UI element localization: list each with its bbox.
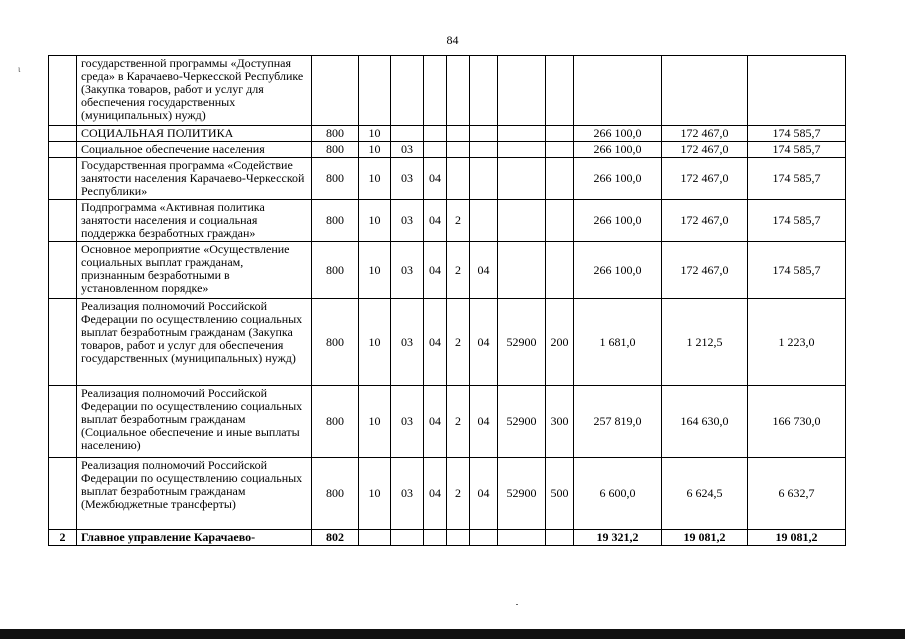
cell-c3: 04 (470, 242, 498, 299)
budget-table (48, 55, 846, 546)
cell-vr (546, 142, 574, 158)
cell-y1: 266 100,0 (574, 142, 662, 158)
cell-y1: 266 100,0 (574, 242, 662, 299)
cell-c2: 2 (447, 242, 470, 299)
cell-rz: 10 (359, 126, 391, 142)
cell-c2: 2 (447, 386, 470, 458)
cell-vr: 200 (546, 299, 574, 386)
cell-vr (546, 56, 574, 126)
cell-vr: 500 (546, 458, 574, 530)
cell-pr: 03 (391, 158, 424, 200)
cell-ved: 800 (312, 299, 359, 386)
cell-c2: 2 (447, 299, 470, 386)
cell-c4 (498, 242, 546, 299)
cell-name: Основное мероприятие «Осуществление социальных выплат гражданам, признанным безработными в установленном порядке» (77, 242, 312, 299)
cell-name: Реализация полномочий Российской Федерации по осуществлению социальных выплат безработным гражданам (Межбюджетные трансферты) (77, 458, 312, 530)
cell-c3: 04 (470, 299, 498, 386)
cell-c3: 04 (470, 386, 498, 458)
cell-pr (391, 126, 424, 142)
cell-y2: 172 467,0 (662, 200, 748, 242)
cell-no (49, 386, 77, 458)
cell-c3 (470, 530, 498, 546)
cell-c1: 04 (424, 458, 447, 530)
cell-c2 (447, 56, 470, 126)
cell-no (49, 158, 77, 200)
cell-y3 (748, 56, 846, 126)
cell-name: Главное управление Карачаево- (77, 530, 312, 546)
cell-rz (359, 530, 391, 546)
cell-c2: 2 (447, 458, 470, 530)
cell-c3 (470, 126, 498, 142)
cell-y2: 172 467,0 (662, 158, 748, 200)
cell-name: Государственная программа «Содействие занятости населения Карачаево-Черкесской Республики» (77, 158, 312, 200)
cell-c4 (498, 56, 546, 126)
table-row (49, 158, 846, 200)
page-number: 84 (446, 33, 459, 47)
cell-y1: 19 321,2 (574, 530, 662, 546)
cell-c4 (498, 530, 546, 546)
cell-vr (546, 242, 574, 299)
cell-ved (312, 56, 359, 126)
cell-c1: 04 (424, 242, 447, 299)
cell-ved: 800 (312, 142, 359, 158)
cell-no (49, 458, 77, 530)
cell-no (49, 242, 77, 299)
cell-y2 (662, 56, 748, 126)
cell-y2: 172 467,0 (662, 126, 748, 142)
cell-ved: 800 (312, 200, 359, 242)
cell-ved: 800 (312, 386, 359, 458)
cell-y1: 257 819,0 (574, 386, 662, 458)
table-row (49, 242, 846, 299)
cell-c1: 04 (424, 200, 447, 242)
cell-pr: 03 (391, 142, 424, 158)
cell-ved: 800 (312, 158, 359, 200)
cell-name: Реализация полномочий Российской Федерации по осуществлению социальных выплат безработным гражданам (Социальное обеспечение и иные выплаты населению) (77, 386, 312, 458)
cell-name: государственной программы «Доступная среда» в Карачаево-Черкесской Республике (Закупка товаров, работ и услуг для обеспечения государственных (муниципальных) нужд) (77, 56, 312, 126)
cell-rz: 10 (359, 158, 391, 200)
cell-pr: 03 (391, 299, 424, 386)
cell-rz: 10 (359, 458, 391, 530)
cell-y1: 6 600,0 (574, 458, 662, 530)
cell-y2: 19 081,2 (662, 530, 748, 546)
cell-c2 (447, 158, 470, 200)
cell-no (49, 126, 77, 142)
cell-pr: 03 (391, 386, 424, 458)
table-row (49, 386, 846, 458)
cell-c4 (498, 158, 546, 200)
cell-y1: 266 100,0 (574, 126, 662, 142)
cell-rz: 10 (359, 142, 391, 158)
cell-c4 (498, 200, 546, 242)
cell-pr: 03 (391, 242, 424, 299)
cell-y2: 172 467,0 (662, 142, 748, 158)
table-row (49, 458, 846, 530)
cell-c3 (470, 56, 498, 126)
table-row (49, 56, 846, 126)
cell-y3: 174 585,7 (748, 142, 846, 158)
cell-c3 (470, 158, 498, 200)
cell-pr: 03 (391, 458, 424, 530)
cell-y3: 19 081,2 (748, 530, 846, 546)
cell-c4: 52900 (498, 386, 546, 458)
cell-name: Подпрограмма «Активная политика занятости населения и социальная поддержка безработных граждан» (77, 200, 312, 242)
cell-c2 (447, 126, 470, 142)
cell-ved: 802 (312, 530, 359, 546)
cell-y2: 172 467,0 (662, 242, 748, 299)
cell-ved: 800 (312, 242, 359, 299)
table-row (49, 530, 846, 546)
cell-c1: 04 (424, 386, 447, 458)
cell-vr (546, 530, 574, 546)
cell-name: Реализация полномочий Российской Федерации по осуществлению социальных выплат безработным гражданам (Закупка товаров, работ и услуг для обеспечения государственных (муниципальных) нужд) (77, 299, 312, 386)
table-row (49, 200, 846, 242)
cell-c3 (470, 142, 498, 158)
cell-y3: 174 585,7 (748, 158, 846, 200)
table-body (49, 56, 846, 546)
cell-y2: 164 630,0 (662, 386, 748, 458)
cell-c1 (424, 126, 447, 142)
cell-y1: 266 100,0 (574, 158, 662, 200)
table-row (49, 142, 846, 158)
cell-y1 (574, 56, 662, 126)
cell-c3 (470, 200, 498, 242)
cell-y2: 6 624,5 (662, 458, 748, 530)
cell-c1 (424, 56, 447, 126)
cell-c4 (498, 126, 546, 142)
cell-vr (546, 158, 574, 200)
cell-pr: 03 (391, 200, 424, 242)
cell-no (49, 200, 77, 242)
cell-c1 (424, 142, 447, 158)
cell-y3: 174 585,7 (748, 242, 846, 299)
cell-vr: 300 (546, 386, 574, 458)
cell-no (49, 299, 77, 386)
cell-name: СОЦИАЛЬНАЯ ПОЛИТИКА (77, 126, 312, 142)
cell-y3: 174 585,7 (748, 126, 846, 142)
table-row (49, 299, 846, 386)
cell-c4 (498, 142, 546, 158)
cell-ved: 800 (312, 126, 359, 142)
cell-no (49, 56, 77, 126)
margin-mark: ι (18, 64, 21, 74)
cell-rz: 10 (359, 242, 391, 299)
cell-y3: 1 223,0 (748, 299, 846, 386)
cell-no: 2 (49, 530, 77, 546)
cell-c1 (424, 530, 447, 546)
cell-pr (391, 530, 424, 546)
cell-name: Социальное обеспечение населения (77, 142, 312, 158)
cell-rz (359, 56, 391, 126)
cell-vr (546, 126, 574, 142)
cell-c2 (447, 530, 470, 546)
cell-vr (546, 200, 574, 242)
cell-c3: 04 (470, 458, 498, 530)
cell-y1: 1 681,0 (574, 299, 662, 386)
cell-no (49, 142, 77, 158)
cell-rz: 10 (359, 386, 391, 458)
cell-c4: 52900 (498, 299, 546, 386)
table-row (49, 126, 846, 142)
cell-rz: 10 (359, 200, 391, 242)
cell-c2: 2 (447, 200, 470, 242)
cell-ved: 800 (312, 458, 359, 530)
cell-c4: 52900 (498, 458, 546, 530)
scan-speck (516, 604, 518, 605)
cell-c1: 04 (424, 158, 447, 200)
cell-y3: 174 585,7 (748, 200, 846, 242)
cell-c1: 04 (424, 299, 447, 386)
cell-y3: 166 730,0 (748, 386, 846, 458)
cell-y1: 266 100,0 (574, 200, 662, 242)
cell-y3: 6 632,7 (748, 458, 846, 530)
cell-rz: 10 (359, 299, 391, 386)
scan-bottom-edge (0, 629, 905, 639)
cell-y2: 1 212,5 (662, 299, 748, 386)
cell-pr (391, 56, 424, 126)
cell-c2 (447, 142, 470, 158)
